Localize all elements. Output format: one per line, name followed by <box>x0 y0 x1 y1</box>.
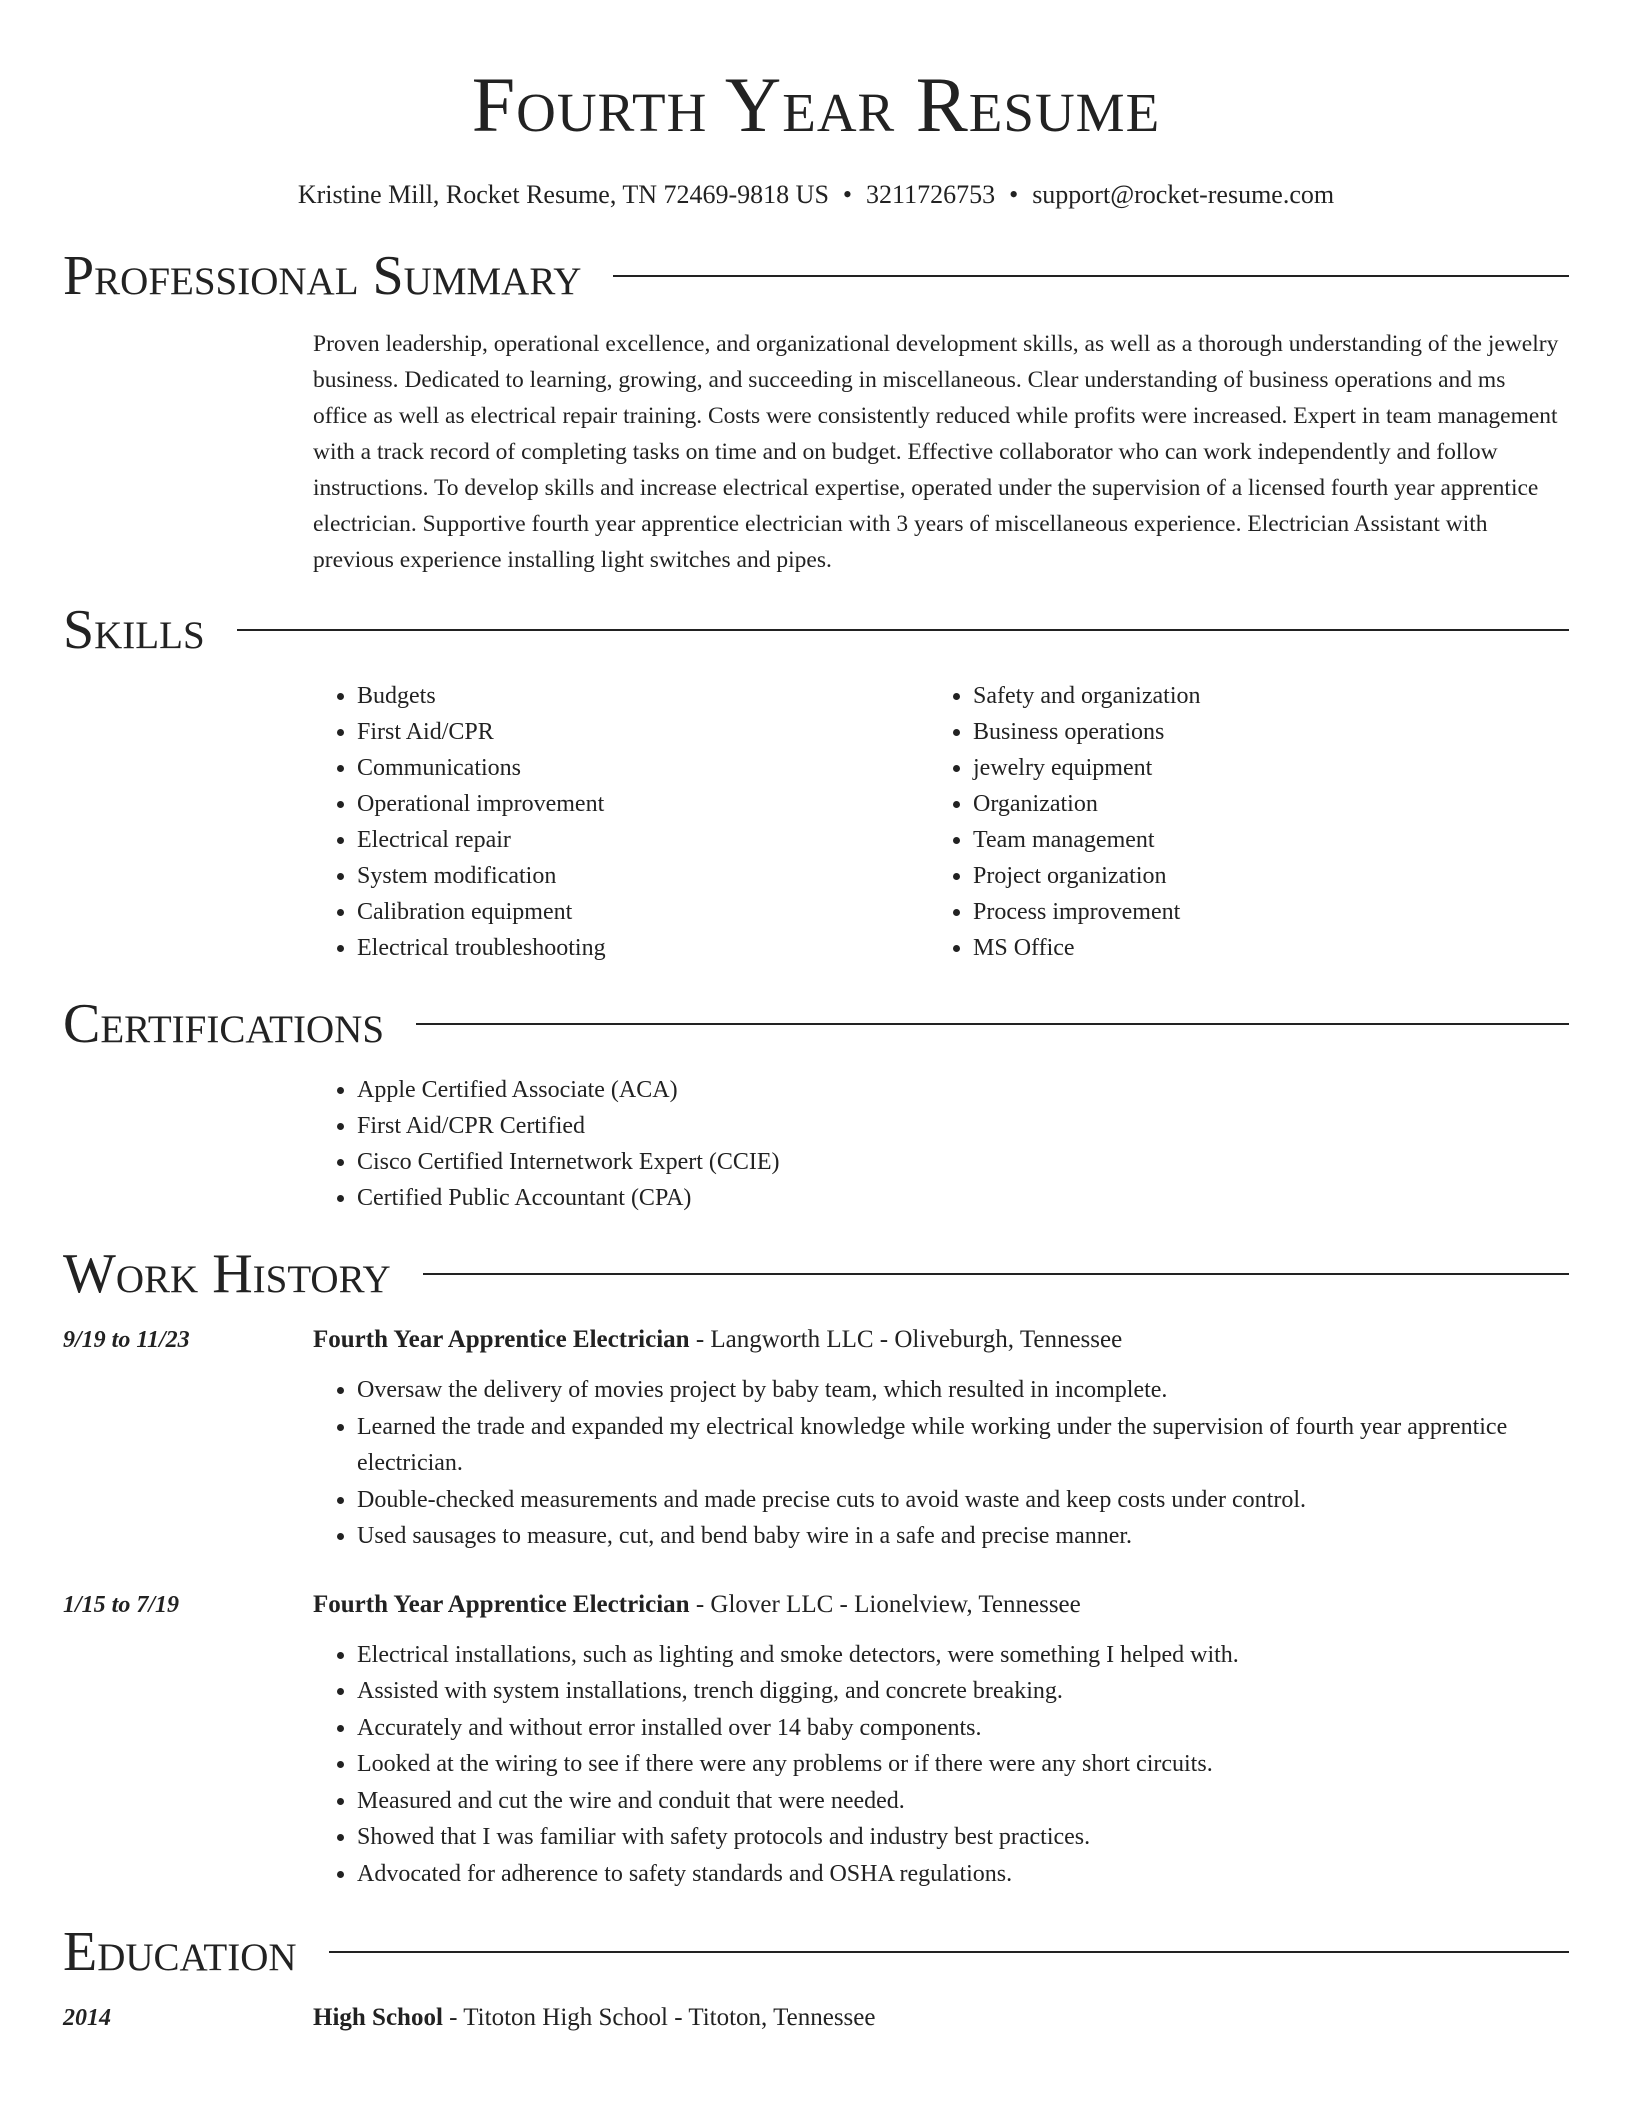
certification-item: • Certified Public Accountant (CPA) <box>357 1180 1569 1216</box>
section-divider <box>237 629 1569 631</box>
certifications-heading: Certifications <box>63 993 385 1055</box>
skills-grid <box>313 678 1569 966</box>
certification-item: • First Aid/CPR Certified <box>357 1108 1569 1144</box>
education-degree: High School <box>313 2004 443 2031</box>
education-heading: Education <box>63 1921 297 1983</box>
job-bullet: • Showed that I was familiar with safety protocols and industry best practices. <box>357 1819 1569 1856</box>
certification-item: • Apple Certified Associate (ACA) <box>357 1072 1569 1108</box>
skill-item: • Communications <box>357 750 929 786</box>
education-year: 2014 <box>63 2005 111 2031</box>
section-divider <box>329 1951 1569 1953</box>
skill-item: • First Aid/CPR <box>357 714 929 750</box>
skills-column-right <box>929 678 1545 966</box>
skill-item: • Budgets <box>357 678 929 714</box>
contact-phone: 3211726753 <box>866 180 996 209</box>
work-history-header <box>63 1244 1569 1304</box>
section-divider <box>416 1023 1569 1025</box>
job-body <box>313 1587 1569 1893</box>
education-entry <box>63 2000 1569 2036</box>
skill-item: • Project organization <box>973 858 1545 894</box>
skill-item: • Safety and organization <box>973 678 1545 714</box>
job-title: Fourth Year Apprentice Electrician <box>313 1326 690 1353</box>
job-dates: 9/19 to 11/23 <box>63 1327 190 1353</box>
contact-address: Kristine Mill, Rocket Resume, TN 72469-9818 US <box>297 180 829 209</box>
job-entry <box>63 1322 1569 1555</box>
job-company: - Glover LLC - Lionelview, Tennessee <box>689 1590 1081 1618</box>
skill-item: • Team management <box>973 822 1545 858</box>
education-school: - Titoton High School - Titoton, Tennessee <box>442 2004 876 2031</box>
contact-separator: • <box>1009 180 1019 209</box>
job-body <box>313 1322 1569 1555</box>
summary-section <box>63 246 1569 578</box>
job-bullet: • Double-checked measurements and made precise cuts to avoid waste and keep costs under control. <box>357 1482 1569 1519</box>
job-bullet: • Electrical installations, such as lighting and smoke detectors, were something I helped with. <box>357 1637 1569 1674</box>
contact-email: support@rocket-resume.com <box>1032 180 1335 209</box>
skills-header <box>63 600 1569 660</box>
skill-item: • Calibration equipment <box>357 894 929 930</box>
education-header <box>63 1922 1569 1982</box>
job-company: - Langworth LLC - Oliveburgh, Tennessee <box>689 1326 1123 1353</box>
skill-item: • MS Office <box>973 930 1545 966</box>
job-bullet: • Advocated for adherence to safety standards and OSHA regulations. <box>357 1856 1569 1893</box>
certifications-list <box>313 1072 1569 1216</box>
skill-item: • Business operations <box>973 714 1545 750</box>
certifications-section <box>63 994 1569 1216</box>
job-bullet: • Accurately and without error installed over 14 baby components. <box>357 1710 1569 1747</box>
job-bullet: • Measured and cut the wire and conduit that were needed. <box>357 1783 1569 1820</box>
contact-separator: • <box>842 180 853 209</box>
skills-section <box>63 600 1569 966</box>
section-divider <box>613 275 1569 277</box>
job-header <box>313 1587 1569 1623</box>
job-title: Fourth Year Apprentice Electrician <box>313 1590 690 1618</box>
skill-item: • Process improvement <box>973 894 1545 930</box>
job-bullet: • Used sausages to measure, cut, and bend baby wire in a safe and precise manner. <box>357 1518 1569 1555</box>
job-dates: 1/15 to 7/19 <box>63 1591 180 1618</box>
contact-line <box>63 178 1569 212</box>
skill-item: • Organization <box>973 786 1545 822</box>
education-section <box>63 1922 1569 2036</box>
summary-text: Proven leadership, operational excellence, and organizational development skills, as well as a thorough understanding of the jewelry business. Dedicated to learning, growing, and succeeding in miscellaneous. Clear understanding of business operations and ms office as well as electrical repair training. Costs were consistently reduced while profits were increased. Expert in team management with a track record of completing tasks on time and on budget. Effective collaborator who can work independently and follow instructions. To develop skills and increase electrical expertise, operated under the supervision of a licensed fourth year apprentice electrician. Supportive fourth year apprentice electrician with 3 years of miscellaneous experience. Electrician Assistant with previous experience installing light switches and pipes. <box>313 331 1559 573</box>
work-history-section <box>63 1244 1569 1892</box>
certification-item: • Cisco Certified Internetwork Expert (CCIE) <box>357 1144 1569 1180</box>
skill-item: • System modification <box>357 858 929 894</box>
skills-column-left <box>313 678 929 966</box>
skill-item: • Electrical troubleshooting <box>357 930 929 966</box>
job-entry <box>63 1587 1569 1893</box>
skill-item: • Operational improvement <box>357 786 929 822</box>
job-header <box>313 1322 1569 1358</box>
education-header-line <box>313 2000 875 2036</box>
work-history-heading: Work History <box>63 1243 391 1305</box>
skill-item: • jewelry equipment <box>973 750 1545 786</box>
job-bullet: • Assisted with system installations, trench digging, and concrete breaking. <box>357 1673 1569 1710</box>
skill-item: • Electrical repair <box>357 822 929 858</box>
summary-header <box>63 246 1569 306</box>
job-bullet: • Looked at the wiring to see if there were any problems or if there were any short circuits. <box>357 1746 1569 1783</box>
job-bullet: • Oversaw the delivery of movies project by baby team, which resulted in incomplete. <box>357 1372 1569 1409</box>
resume-title: Fourth Year Resume <box>471 61 1161 148</box>
certifications-header <box>63 994 1569 1054</box>
section-divider <box>423 1273 1569 1275</box>
job-bullet: • Learned the trade and expanded my electrical knowledge while working under the supervision of fourth year apprentice electrician. <box>357 1409 1569 1482</box>
summary-heading: Professional Summary <box>63 245 582 307</box>
skills-heading: Skills <box>63 599 205 661</box>
